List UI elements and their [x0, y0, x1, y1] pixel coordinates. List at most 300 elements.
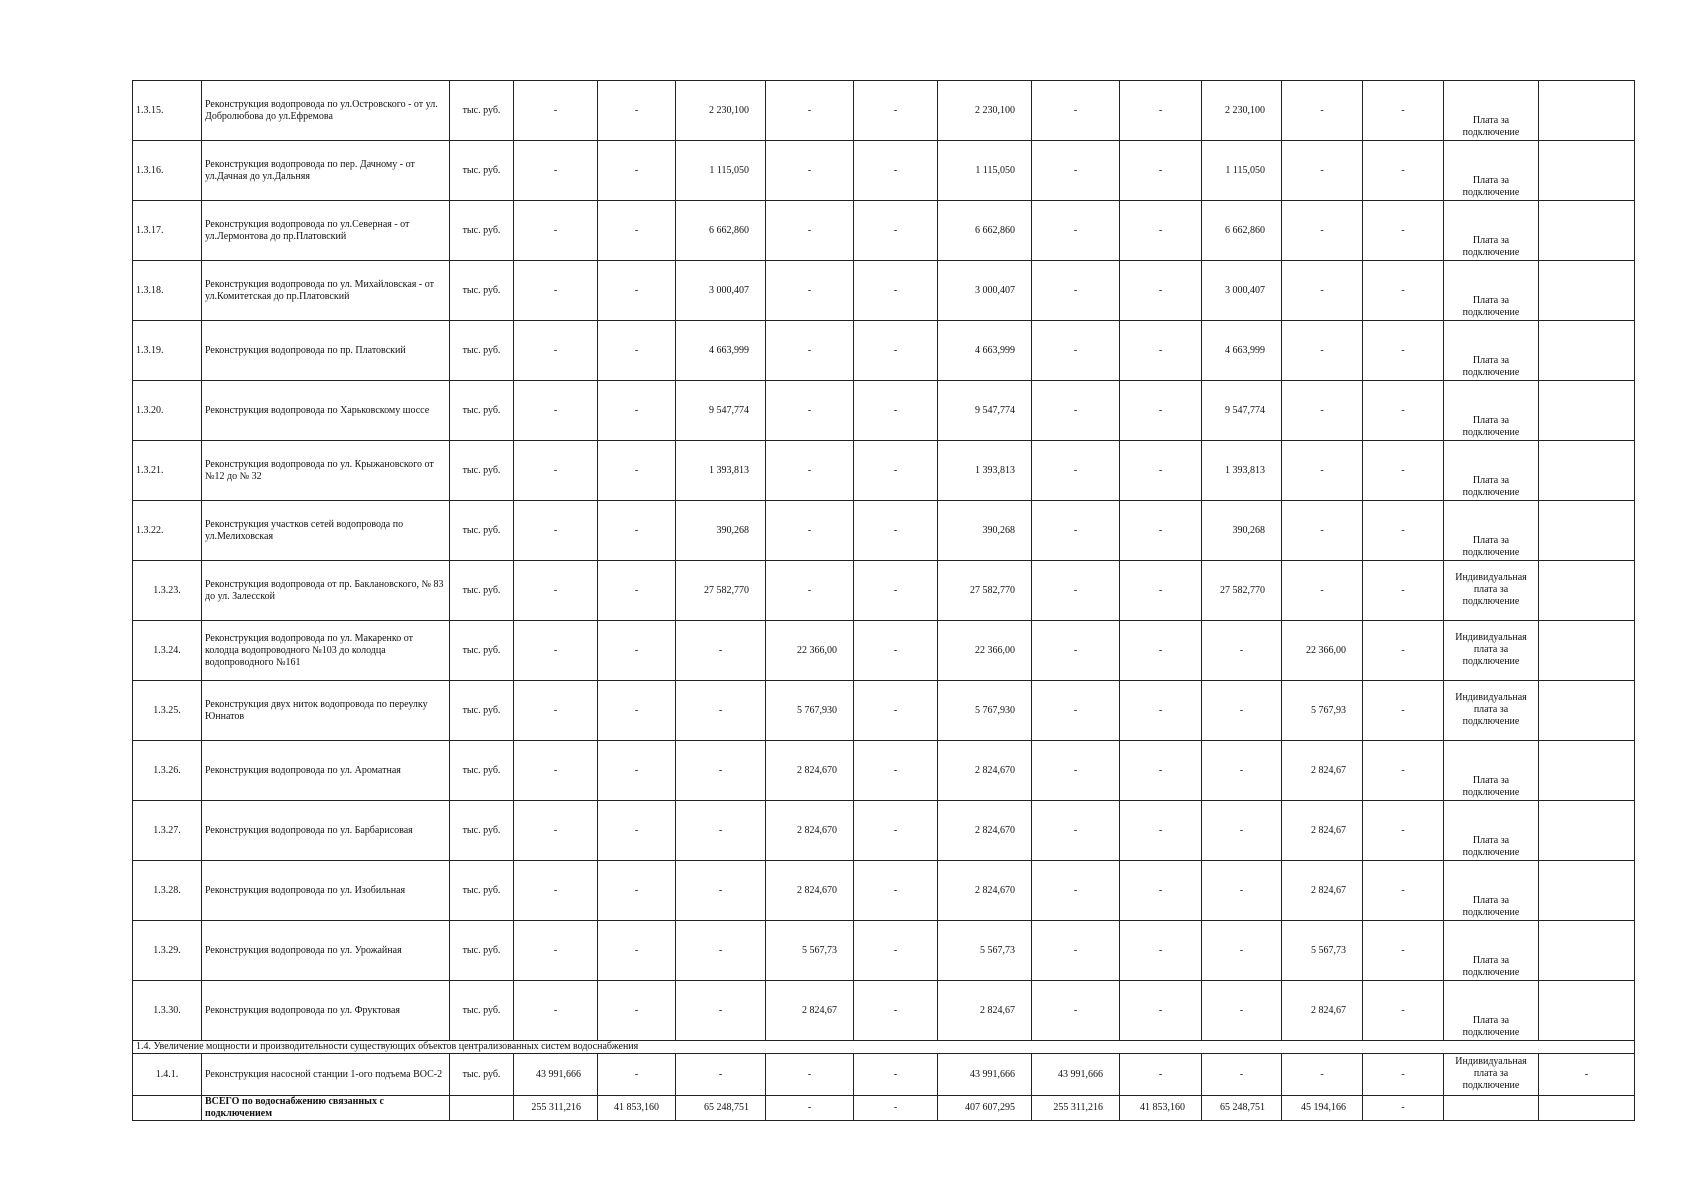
value-cell: - [598, 801, 676, 861]
value-cell: 2 824,670 [766, 801, 854, 861]
value-cell: 5 567,73 [938, 921, 1032, 981]
value-cell: - [676, 741, 766, 801]
value-cell: - [1363, 621, 1444, 681]
value-cell: 255 311,216 [1032, 1096, 1120, 1121]
row-name: Реконструкция водопровода по ул. Михайловская - от ул.Комитетская до пр.Платовский [202, 261, 450, 321]
row-id: 1.3.15. [133, 81, 202, 141]
table-row [133, 801, 1635, 861]
funding-source: Плата за подключение [1444, 321, 1539, 381]
value-cell: - [598, 321, 676, 381]
value-cell: - [1032, 441, 1120, 501]
table-row [133, 501, 1635, 561]
value-cell: - [1363, 141, 1444, 201]
extra-cell [1539, 621, 1635, 681]
value-cell: 41 853,160 [598, 1096, 676, 1121]
funding-source: Плата за подключение [1444, 441, 1539, 501]
value-cell: 1 393,813 [676, 441, 766, 501]
funding-source: Индивидуальная плата за подключение [1444, 561, 1539, 621]
value-cell: - [514, 621, 598, 681]
table-row [133, 1054, 1635, 1096]
value-cell: - [598, 501, 676, 561]
value-cell: - [1363, 861, 1444, 921]
value-cell: 5 767,930 [766, 681, 854, 741]
row-unit: тыс. руб. [450, 621, 514, 681]
value-cell: 22 366,00 [766, 621, 854, 681]
value-cell: - [676, 981, 766, 1041]
value-cell: 65 248,751 [676, 1096, 766, 1121]
value-cell: - [1120, 261, 1202, 321]
row-unit: тыс. руб. [450, 861, 514, 921]
row-name: Реконструкция водопровода по ул. Барбарисовая [202, 801, 450, 861]
value-cell: - [1363, 501, 1444, 561]
value-cell: 4 663,999 [676, 321, 766, 381]
value-cell: - [854, 381, 938, 441]
value-cell: 390,268 [1202, 501, 1282, 561]
funding-source: Плата за подключение [1444, 201, 1539, 261]
row-unit: тыс. руб. [450, 441, 514, 501]
value-cell: - [1032, 501, 1120, 561]
value-cell: - [766, 261, 854, 321]
funding-source: Плата за подключение [1444, 801, 1539, 861]
row-name: Реконструкция участков сетей водопровода по ул.Мелиховская [202, 501, 450, 561]
table-row [133, 1096, 1635, 1121]
extra-cell [1539, 81, 1635, 141]
value-cell: - [1282, 261, 1363, 321]
value-cell: 1 393,813 [938, 441, 1032, 501]
table-row [133, 921, 1635, 981]
extra-cell [1539, 801, 1635, 861]
value-cell: - [854, 201, 938, 261]
value-cell: - [1202, 681, 1282, 741]
table-row [133, 861, 1635, 921]
value-cell: - [598, 141, 676, 201]
value-cell: - [1032, 621, 1120, 681]
funding-source: Плата за подключение [1444, 261, 1539, 321]
table-row [133, 981, 1635, 1041]
row-id: 1.3.30. [133, 981, 202, 1041]
row-name: Реконструкция водопровода от пр. Баклановского, № 83 до ул. Залесской [202, 561, 450, 621]
table-row [133, 261, 1635, 321]
value-cell: - [514, 561, 598, 621]
value-cell: - [766, 141, 854, 201]
value-cell: 3 000,407 [938, 261, 1032, 321]
value-cell: 27 582,770 [1202, 561, 1282, 621]
table-row [133, 621, 1635, 681]
funding-source: Индивидуальная плата за подключение [1444, 621, 1539, 681]
value-cell: - [1120, 861, 1202, 921]
value-cell: 9 547,774 [938, 381, 1032, 441]
value-cell: 43 991,666 [514, 1054, 598, 1096]
value-cell: - [766, 201, 854, 261]
table-body [133, 81, 1635, 1121]
row-id: 1.3.19. [133, 321, 202, 381]
value-cell: - [514, 141, 598, 201]
value-cell: - [1363, 981, 1444, 1041]
value-cell: - [1282, 501, 1363, 561]
value-cell: 2 824,67 [1282, 861, 1363, 921]
value-cell: - [598, 441, 676, 501]
value-cell: - [1363, 1096, 1444, 1121]
value-cell: 2 824,67 [1282, 801, 1363, 861]
row-unit: тыс. руб. [450, 981, 514, 1041]
extra-cell [1539, 441, 1635, 501]
value-cell: 2 824,67 [766, 981, 854, 1041]
row-id: 1.3.22. [133, 501, 202, 561]
value-cell: 45 194,166 [1282, 1096, 1363, 1121]
value-cell: - [598, 261, 676, 321]
value-cell: - [1032, 681, 1120, 741]
row-name: Реконструкция водопровода по ул.Островского - от ул. Добролюбова до ул.Ефремова [202, 81, 450, 141]
value-cell: - [1120, 501, 1202, 561]
value-cell: - [598, 201, 676, 261]
table-row [133, 141, 1635, 201]
value-cell: - [1120, 981, 1202, 1041]
value-cell: - [1120, 201, 1202, 261]
value-cell: - [1032, 141, 1120, 201]
funding-source: Плата за подключение [1444, 81, 1539, 141]
value-cell: - [1363, 201, 1444, 261]
value-cell: - [1202, 861, 1282, 921]
value-cell: - [1363, 261, 1444, 321]
value-cell: - [676, 1054, 766, 1096]
value-cell: - [854, 561, 938, 621]
value-cell: - [514, 741, 598, 801]
value-cell: - [854, 501, 938, 561]
table-row [133, 81, 1635, 141]
value-cell: 2 824,670 [938, 801, 1032, 861]
value-cell: - [514, 381, 598, 441]
value-cell: - [1032, 201, 1120, 261]
table-row [133, 561, 1635, 621]
value-cell: 1 115,050 [1202, 141, 1282, 201]
row-name: Реконструкция водопровода по ул. Изобильная [202, 861, 450, 921]
extra-cell [1539, 501, 1635, 561]
value-cell: - [676, 621, 766, 681]
row-unit: тыс. руб. [450, 81, 514, 141]
row-id: 1.3.27. [133, 801, 202, 861]
value-cell: - [1282, 321, 1363, 381]
value-cell: 1 115,050 [676, 141, 766, 201]
value-cell: - [1120, 441, 1202, 501]
value-cell: - [1120, 801, 1202, 861]
extra-cell [1539, 381, 1635, 441]
value-cell: - [1282, 1054, 1363, 1096]
value-cell: - [1120, 741, 1202, 801]
value-cell: - [1282, 141, 1363, 201]
value-cell: - [1032, 381, 1120, 441]
value-cell: - [598, 921, 676, 981]
row-unit: тыс. руб. [450, 141, 514, 201]
value-cell: - [514, 801, 598, 861]
funding-source: Плата за подключение [1444, 861, 1539, 921]
extra-cell [1539, 261, 1635, 321]
value-cell: - [1120, 921, 1202, 981]
value-cell: - [766, 1054, 854, 1096]
value-cell: - [854, 1096, 938, 1121]
section-row [133, 1041, 1635, 1054]
value-cell: - [854, 1054, 938, 1096]
value-cell: - [514, 441, 598, 501]
value-cell: 43 991,666 [1032, 1054, 1120, 1096]
value-cell: - [766, 441, 854, 501]
row-unit: тыс. руб. [450, 201, 514, 261]
value-cell: - [854, 81, 938, 141]
row-id: 1.3.18. [133, 261, 202, 321]
funding-source: Плата за подключение [1444, 501, 1539, 561]
table-row [133, 741, 1635, 801]
value-cell: - [854, 441, 938, 501]
value-cell: - [854, 921, 938, 981]
value-cell: - [1120, 381, 1202, 441]
value-cell: - [598, 381, 676, 441]
row-name: Реконструкция насосной станции 1-ого подъема ВОС-2 [202, 1054, 450, 1096]
value-cell: - [676, 681, 766, 741]
value-cell: - [1282, 441, 1363, 501]
value-cell: 2 824,670 [938, 861, 1032, 921]
value-cell: - [1032, 81, 1120, 141]
value-cell: 22 366,00 [1282, 621, 1363, 681]
value-cell: - [766, 321, 854, 381]
value-cell: - [854, 141, 938, 201]
row-id: 1.3.21. [133, 441, 202, 501]
value-cell: - [676, 801, 766, 861]
row-name: Реконструкция водопровода по пер. Дачному - от ул.Дачная до ул.Дальняя [202, 141, 450, 201]
value-cell: - [1282, 561, 1363, 621]
value-cell: 390,268 [676, 501, 766, 561]
row-unit [450, 1096, 514, 1121]
value-cell: 1 393,813 [1202, 441, 1282, 501]
value-cell: - [1032, 561, 1120, 621]
row-unit: тыс. руб. [450, 561, 514, 621]
value-cell: - [598, 861, 676, 921]
value-cell: - [1202, 801, 1282, 861]
funding-source: Индивидуальная плата за подключение [1444, 681, 1539, 741]
value-cell: - [1120, 321, 1202, 381]
value-cell: - [514, 81, 598, 141]
row-name: Реконструкция водопровода по ул.Северная - от ул.Лермонтова до пр.Платовский [202, 201, 450, 261]
value-cell: 5 567,73 [766, 921, 854, 981]
extra-cell [1539, 741, 1635, 801]
value-cell: 65 248,751 [1202, 1096, 1282, 1121]
extra-cell: - [1539, 1054, 1635, 1096]
value-cell: - [1032, 981, 1120, 1041]
row-name: Реконструкция водопровода по ул. Крыжановского от №12 до № 32 [202, 441, 450, 501]
value-cell: 6 662,860 [938, 201, 1032, 261]
value-cell: 5 767,930 [938, 681, 1032, 741]
value-cell: - [514, 201, 598, 261]
value-cell: - [854, 741, 938, 801]
value-cell: - [1363, 441, 1444, 501]
row-name: Реконструкция водопровода по ул. Урожайная [202, 921, 450, 981]
row-unit: тыс. руб. [450, 801, 514, 861]
row-name: Реконструкция водопровода по пр. Платовский [202, 321, 450, 381]
value-cell: - [854, 861, 938, 921]
table-row [133, 201, 1635, 261]
extra-cell [1539, 321, 1635, 381]
value-cell: - [1120, 621, 1202, 681]
value-cell: 6 662,860 [676, 201, 766, 261]
row-unit: тыс. руб. [450, 681, 514, 741]
value-cell: - [1282, 201, 1363, 261]
value-cell: 2 824,67 [1282, 741, 1363, 801]
value-cell: - [1120, 81, 1202, 141]
funding-source: Индивидуальная плата за подключение [1444, 1054, 1539, 1096]
value-cell: - [1363, 321, 1444, 381]
row-id: 1.3.20. [133, 381, 202, 441]
value-cell: 9 547,774 [676, 381, 766, 441]
funding-source: Плата за подключение [1444, 921, 1539, 981]
value-cell: - [854, 681, 938, 741]
extra-cell [1539, 141, 1635, 201]
value-cell: - [1282, 381, 1363, 441]
value-cell: 2 824,67 [1282, 981, 1363, 1041]
value-cell: - [514, 861, 598, 921]
value-cell: - [766, 501, 854, 561]
row-name: Реконструкция водопровода по ул. Фруктовая [202, 981, 450, 1041]
table-row [133, 381, 1635, 441]
value-cell: 27 582,770 [676, 561, 766, 621]
value-cell: - [514, 921, 598, 981]
table-row [133, 681, 1635, 741]
value-cell: - [676, 921, 766, 981]
value-cell: 4 663,999 [1202, 321, 1282, 381]
table-row [133, 441, 1635, 501]
extra-cell [1539, 1096, 1635, 1121]
value-cell: - [1363, 921, 1444, 981]
section-title: 1.4. Увеличение мощности и производительности существующих объектов централизованных систем водоснабжения [133, 1041, 1635, 1054]
funding-source [1444, 1096, 1539, 1121]
value-cell: 2 230,100 [1202, 81, 1282, 141]
value-cell: 3 000,407 [676, 261, 766, 321]
row-unit: тыс. руб. [450, 381, 514, 441]
value-cell: 2 230,100 [938, 81, 1032, 141]
value-cell: - [598, 621, 676, 681]
row-id: 1.3.23. [133, 561, 202, 621]
row-unit: тыс. руб. [450, 501, 514, 561]
value-cell: - [514, 501, 598, 561]
value-cell: - [766, 381, 854, 441]
row-id: 1.3.17. [133, 201, 202, 261]
row-id: 1.3.25. [133, 681, 202, 741]
value-cell: 22 366,00 [938, 621, 1032, 681]
row-id: 1.3.24. [133, 621, 202, 681]
value-cell: 6 662,860 [1202, 201, 1282, 261]
row-name: Реконструкция водопровода по Харьковскому шоссе [202, 381, 450, 441]
extra-cell [1539, 201, 1635, 261]
value-cell: - [1120, 561, 1202, 621]
value-cell: - [598, 561, 676, 621]
value-cell: 407 607,295 [938, 1096, 1032, 1121]
funding-source: Плата за подключение [1444, 381, 1539, 441]
value-cell: 3 000,407 [1202, 261, 1282, 321]
row-id: 1.3.28. [133, 861, 202, 921]
value-cell: 5 567,73 [1282, 921, 1363, 981]
funding-source: Плата за подключение [1444, 981, 1539, 1041]
value-cell: 41 853,160 [1120, 1096, 1202, 1121]
value-cell: - [1120, 681, 1202, 741]
row-name: Реконструкция водопровода по ул. Ароматная [202, 741, 450, 801]
row-name: ВСЕГО по водоснабжению связанных с подключением [202, 1096, 450, 1121]
value-cell: 43 991,666 [938, 1054, 1032, 1096]
value-cell: 9 547,774 [1202, 381, 1282, 441]
row-id: 1.3.29. [133, 921, 202, 981]
value-cell: - [598, 681, 676, 741]
value-cell: - [1363, 801, 1444, 861]
value-cell: - [766, 81, 854, 141]
value-cell: - [1202, 741, 1282, 801]
value-cell: - [1363, 741, 1444, 801]
row-unit: тыс. руб. [450, 1054, 514, 1096]
value-cell: 2 230,100 [676, 81, 766, 141]
extra-cell [1539, 861, 1635, 921]
row-unit: тыс. руб. [450, 741, 514, 801]
extra-cell [1539, 561, 1635, 621]
value-cell: - [514, 321, 598, 381]
value-cell: - [766, 1096, 854, 1121]
value-cell: - [514, 261, 598, 321]
value-cell: 2 824,670 [938, 741, 1032, 801]
value-cell: - [514, 681, 598, 741]
value-cell: - [1032, 801, 1120, 861]
value-cell: - [1120, 141, 1202, 201]
extra-cell [1539, 681, 1635, 741]
row-id: 1.3.16. [133, 141, 202, 201]
value-cell: - [1363, 1054, 1444, 1096]
value-cell: - [598, 1054, 676, 1096]
value-cell: 255 311,216 [514, 1096, 598, 1121]
value-cell: 4 663,999 [938, 321, 1032, 381]
value-cell: - [1363, 681, 1444, 741]
value-cell: - [854, 321, 938, 381]
value-cell: - [854, 981, 938, 1041]
value-cell: 2 824,67 [938, 981, 1032, 1041]
value-cell: - [1032, 741, 1120, 801]
value-cell: - [1363, 561, 1444, 621]
value-cell: - [854, 801, 938, 861]
extra-cell [1539, 921, 1635, 981]
row-id [133, 1096, 202, 1121]
value-cell: 2 824,670 [766, 741, 854, 801]
value-cell: - [1202, 621, 1282, 681]
value-cell: - [598, 741, 676, 801]
value-cell: 390,268 [938, 501, 1032, 561]
table-row [133, 321, 1635, 381]
row-id: 1.3.26. [133, 741, 202, 801]
value-cell: - [1032, 321, 1120, 381]
value-cell: - [1363, 381, 1444, 441]
row-unit: тыс. руб. [450, 921, 514, 981]
value-cell: - [1032, 861, 1120, 921]
row-name: Реконструкция двух ниток водопровода по переулку Юннатов [202, 681, 450, 741]
value-cell: 2 824,670 [766, 861, 854, 921]
value-cell: - [1202, 1054, 1282, 1096]
value-cell: - [598, 981, 676, 1041]
value-cell: - [766, 561, 854, 621]
row-id: 1.4.1. [133, 1054, 202, 1096]
extra-cell [1539, 981, 1635, 1041]
investment-table [132, 80, 1635, 1121]
value-cell: - [1282, 81, 1363, 141]
value-cell: 27 582,770 [938, 561, 1032, 621]
row-unit: тыс. руб. [450, 261, 514, 321]
row-unit: тыс. руб. [450, 321, 514, 381]
value-cell: - [598, 81, 676, 141]
value-cell: - [854, 621, 938, 681]
row-name: Реконструкция водопровода по ул. Макаренко от колодца водопроводного №103 до колодца водопроводного №161 [202, 621, 450, 681]
value-cell: 5 767,93 [1282, 681, 1363, 741]
value-cell: - [1032, 261, 1120, 321]
funding-source: Плата за подключение [1444, 141, 1539, 201]
